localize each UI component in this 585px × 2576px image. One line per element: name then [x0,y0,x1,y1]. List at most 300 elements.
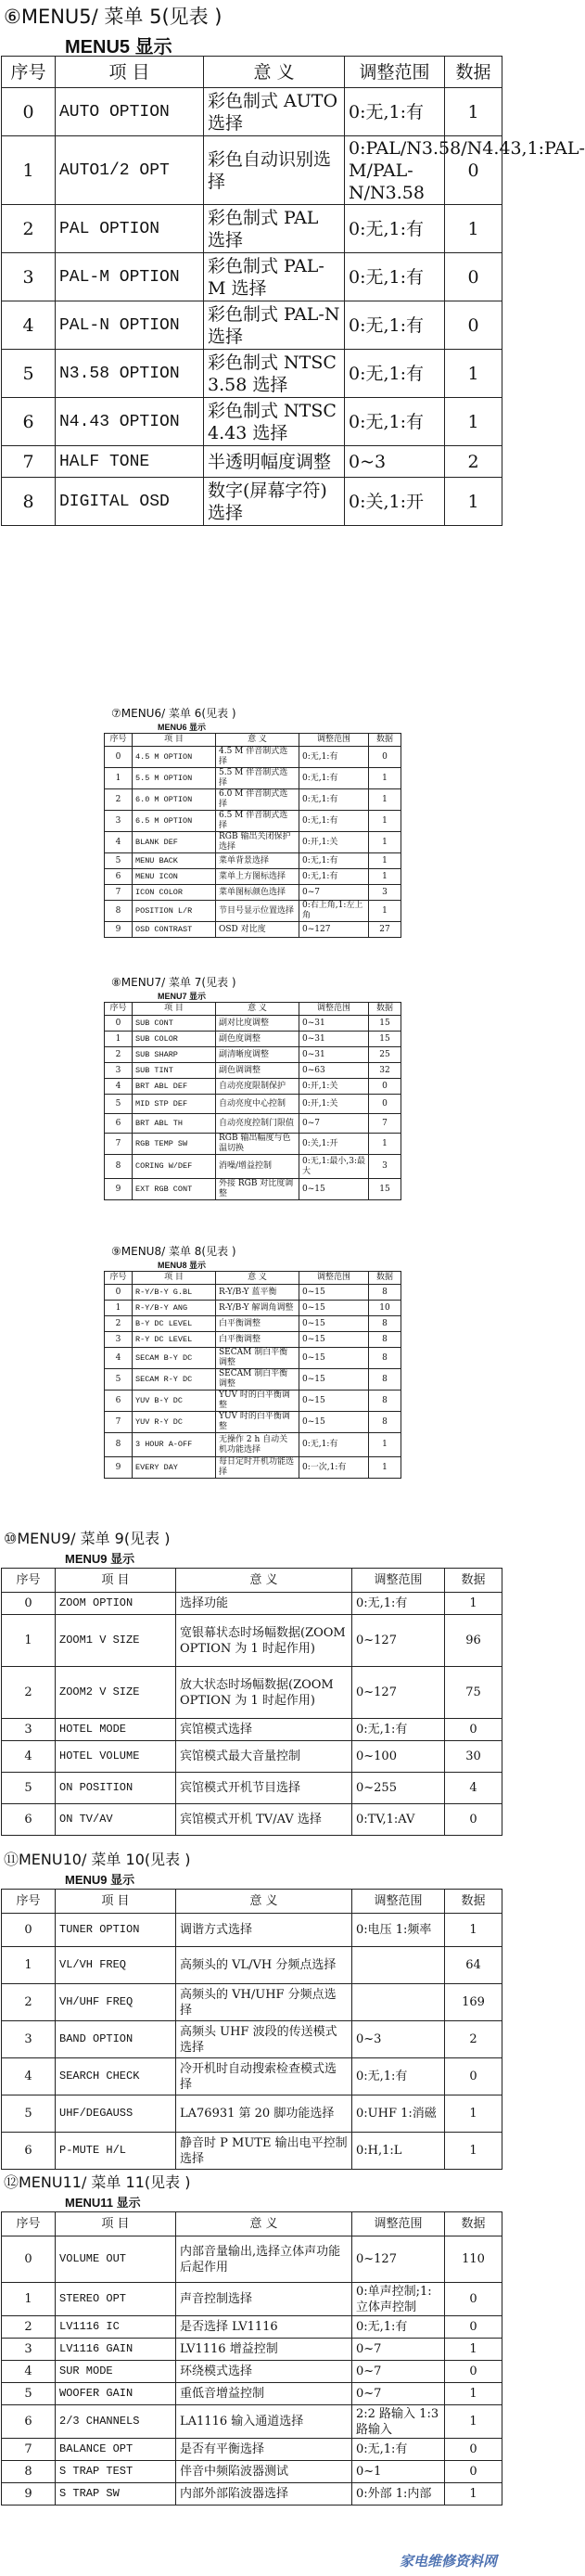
table-row [105,832,401,853]
table-row [2,301,502,350]
cell-range [352,1947,445,1984]
cell-value: 7 [369,1114,401,1134]
cell-item: AUTO OPTION [56,88,204,136]
col-header: 数据 [445,1569,502,1593]
table-row [2,205,502,253]
cell-value: 8 [369,1391,401,1412]
cell-index: 6 [2,398,56,446]
col-header: 意 义 [176,2212,352,2236]
cell-item: LV1116 GAIN [56,2339,176,2361]
cell-meaning: 环绕模式选择 [176,2361,352,2383]
cell-index: 9 [105,1457,133,1479]
cell-index: 1 [2,1947,56,1984]
cell-item: R-Y DC LEVEL [133,1332,216,1348]
col-header: 数据 [445,1890,502,1914]
cell-item: SUB TINT [133,1063,216,1079]
table-row [2,253,502,301]
table-header-row [105,1003,401,1016]
cell-value: 0 [445,2058,502,2095]
cell-item: POSITION L/R [133,901,216,922]
cell-item: SECAM B-Y DC [133,1348,216,1369]
cell-value: 4 [445,1773,502,1804]
section10-subtitle: MENU9 显示 [65,1873,135,1887]
cell-meaning: YUV 时的白平衡调整 [216,1412,299,1433]
cell-value: 1 [369,1134,401,1155]
cell-index: 3 [2,2021,56,2058]
menu10-table [1,1889,502,2170]
cell-index: 4 [2,2058,56,2095]
cell-range: 0:无,1:有 [345,398,445,446]
cell-item: MENU ICON [133,869,216,885]
cell-range: 0:无,1:有 [352,1593,445,1615]
cell-meaning: 菜单背景选择 [216,853,299,869]
col-header: 调整范围 [299,1003,369,1016]
cell-range: 0:电压 1:频率 [352,1914,445,1947]
cell-range: 0:无,1:最小,3:最大 [299,1155,369,1179]
cell-range: 0:开,1:关 [299,1079,369,1095]
table-row [105,1179,401,1200]
cell-range: 0:UHF 1:消磁 [352,2095,445,2133]
cell-item: SUR MODE [56,2361,176,2383]
cell-meaning: 高频头的 VL/VH 分频点选择 [176,1947,352,1984]
table-header-row [105,734,401,747]
cell-item: 4.5 M OPTION [133,747,216,768]
cell-range: 0:无,1:有 [345,350,445,398]
cell-meaning: 彩色制式 PAL-M 选择 [204,253,345,301]
cell-index: 3 [2,253,56,301]
cell-range: 0:PAL/N3.58/N4.43,1:PAL-M/PAL-N/N3.58 [345,136,445,205]
table-row [105,922,401,938]
table-row [2,2236,502,2283]
section6-heading: ⑦MENU6/ 菜单 6(见表 ) [111,707,236,720]
cell-value: 1 [445,350,502,398]
cell-item: ICON COLOR [133,885,216,901]
cell-value: 169 [445,1984,502,2021]
cell-index: 8 [105,901,133,922]
cell-index: 2 [2,1984,56,2021]
cell-range: 0~127 [352,2236,445,2283]
cell-item: HOTEL VOLUME [56,1741,176,1773]
cell-value: 0 [369,747,401,768]
col-header: 项 目 [56,2212,176,2236]
cell-index: 5 [2,1773,56,1804]
cell-value: 1 [369,789,401,811]
cell-meaning: 每日定时开机功能选择 [216,1457,299,1479]
cell-range: 0~15 [299,1179,369,1200]
table-row [2,350,502,398]
cell-value: 30 [445,1741,502,1773]
cell-value: 0 [445,1719,502,1741]
col-header: 意 义 [216,734,299,747]
cell-value: 8 [369,1369,401,1391]
cell-index: 7 [2,446,56,478]
cell-meaning: 宽银幕状态时场幅数据(ZOOM OPTION 为 1 时起作用) [176,1615,352,1667]
cell-meaning: 白平衡调整 [216,1332,299,1348]
cell-value: 27 [369,922,401,938]
cell-meaning: 高频头 UHF 波段的传送模式选择 [176,2021,352,2058]
table-row [2,1593,502,1615]
section11-heading: ⑫MENU11/ 菜单 11(见表 ) [4,2173,191,2191]
cell-meaning: 调谐方式选择 [176,1914,352,1947]
cell-meaning: 副清晰度调整 [216,1047,299,1063]
cell-index: 5 [2,2383,56,2405]
cell-meaning: 是否有平衡选择 [176,2439,352,2461]
col-header: 意 义 [204,57,345,88]
cell-item: WOOFER GAIN [56,2383,176,2405]
cell-index: 5 [105,1095,133,1114]
cell-index: 4 [2,1741,56,1773]
cell-index: 6 [2,2405,56,2439]
table-header-row [2,1890,502,1914]
cell-value: 32 [369,1063,401,1079]
col-header: 项 目 [133,734,216,747]
cell-index: 7 [105,885,133,901]
cell-value: 1 [445,205,502,253]
cell-value: 0 [445,2283,502,2316]
col-header: 序号 [2,1890,56,1914]
cell-item: RGB TEMP SW [133,1134,216,1155]
cell-item: HALF TONE [56,446,204,478]
table-row [105,811,401,832]
cell-meaning: 彩色制式 AUTO 选择 [204,88,345,136]
cell-meaning: 外接 RGB 对比度调整 [216,1179,299,1200]
cell-value: 0 [445,2439,502,2461]
col-header: 序号 [105,734,133,747]
table-row [105,1348,401,1369]
cell-range: 0~7 [299,885,369,901]
table-row [2,398,502,446]
table-row [105,1285,401,1301]
table-row [2,2461,502,2483]
table-row [105,1095,401,1114]
table-row [2,1741,502,1773]
col-header: 序号 [105,1272,133,1285]
cell-index: 5 [2,350,56,398]
col-header: 调整范围 [352,2212,445,2236]
col-header: 项 目 [56,57,204,88]
cell-range: 0:无,1:有 [299,1433,369,1457]
table-row [2,1615,502,1667]
cell-value: 1 [445,2339,502,2361]
cell-range: 0:一次,1:有 [299,1457,369,1479]
cell-index: 3 [105,1332,133,1348]
table-row [105,901,401,922]
cell-range: 0:TV,1:AV [352,1804,445,1836]
table-row [105,1114,401,1134]
cell-item: 6.0 M OPTION [133,789,216,811]
cell-value: 0 [445,253,502,301]
cell-meaning: 5.5 M 伴音制式选择 [216,768,299,789]
cell-range: 2:2 路输入 1:3 路输入 [352,2405,445,2439]
section8-heading: ⑨MENU8/ 菜单 8(见表 ) [111,1245,236,1258]
table-row [105,1369,401,1391]
cell-range: 0:外部 1:内部 [352,2483,445,2506]
cell-range: 0:无,1:有 [299,768,369,789]
cell-item: ON POSITION [56,1773,176,1804]
cell-range: 0~127 [352,1615,445,1667]
cell-item: VL/VH FREQ [56,1947,176,1984]
table-row [105,1301,401,1316]
section9-subtitle: MENU9 显示 [65,1552,135,1566]
cell-item: SEARCH CHECK [56,2058,176,2095]
cell-index: 2 [105,789,133,811]
cell-item: BRT ABL TH [133,1114,216,1134]
section7-heading: ⑧MENU7/ 菜单 7(见表 ) [111,976,236,989]
cell-index: 2 [2,205,56,253]
col-header: 项 目 [56,1890,176,1914]
cell-index: 4 [105,1079,133,1095]
cell-range: 0~63 [299,1063,369,1079]
cell-meaning: 宾馆模式选择 [176,1719,352,1741]
cell-value: 3 [369,885,401,901]
cell-index: 5 [105,1369,133,1391]
cell-index: 5 [2,2095,56,2133]
cell-item: N3.58 OPTION [56,350,204,398]
cell-value: 15 [369,1016,401,1032]
cell-index: 2 [105,1316,133,1332]
cell-range: 0~7 [299,1114,369,1134]
cell-index: 3 [2,2339,56,2361]
section8-subtitle: MENU8 显示 [158,1261,207,1270]
cell-value: 96 [445,1615,502,1667]
table-row [105,1155,401,1179]
table-row [105,1134,401,1155]
cell-range: 0:右上角,1:左上角 [299,901,369,922]
table-row [2,1719,502,1741]
cell-meaning: YUV 时的白平衡调整 [216,1391,299,1412]
col-header: 序号 [2,57,56,88]
cell-index: 1 [2,136,56,205]
cell-range: 0:无,1:有 [352,1719,445,1741]
cell-item: ON TV/AV [56,1804,176,1836]
cell-meaning: SECAM 制白平衡调整 [216,1369,299,1391]
col-header: 序号 [2,2212,56,2236]
section7-subtitle: MENU7 显示 [158,992,207,1001]
cell-item: UHF/DEGAUSS [56,2095,176,2133]
col-header: 数据 [369,1272,401,1285]
col-header: 序号 [105,1003,133,1016]
cell-value: 1 [369,853,401,869]
cell-meaning: 宾馆模式开机节目选择 [176,1773,352,1804]
section5-subtitle: MENU5 显示 [65,37,172,58]
table-row [2,1947,502,1984]
cell-item: VOLUME OUT [56,2236,176,2283]
cell-meaning: 重低音增益控制 [176,2383,352,2405]
table-row [105,789,401,811]
cell-item: CORING W/DEF [133,1155,216,1179]
cell-meaning: 内部音量输出,选择立体声功能后起作用 [176,2236,352,2283]
table-row [2,2058,502,2095]
cell-meaning: 声音控制选择 [176,2283,352,2316]
cell-item: B-Y DC LEVEL [133,1316,216,1332]
cell-item: 5.5 M OPTION [133,768,216,789]
cell-value: 2 [445,2021,502,2058]
cell-item: OSD CONTRAST [133,922,216,938]
cell-meaning: 彩色制式 NTSC 4.43 选择 [204,398,345,446]
cell-index: 1 [2,2283,56,2316]
cell-range: 0~127 [299,922,369,938]
table-row [2,1914,502,1947]
cell-index: 0 [105,1016,133,1032]
table-row [105,1316,401,1332]
cell-value: 0 [369,1079,401,1095]
cell-range: 0~15 [299,1301,369,1316]
cell-item: 2/3 CHANNELS [56,2405,176,2439]
cell-meaning: 伴音中频陷波器测试 [176,2461,352,2483]
cell-value: 8 [369,1332,401,1348]
cell-value: 8 [369,1316,401,1332]
col-header: 意 义 [176,1569,352,1593]
table-row [105,1457,401,1479]
cell-range: 0~31 [299,1032,369,1047]
section5-heading: ⑥MENU5/ 菜单 5(见表 ) [4,6,223,28]
col-header: 项 目 [133,1272,216,1285]
cell-value: 8 [369,1412,401,1433]
cell-value: 1 [369,1457,401,1479]
cell-range: 0~100 [352,1741,445,1773]
cell-item: EVERY DAY [133,1457,216,1479]
cell-item: PAL-M OPTION [56,253,204,301]
cell-value: 0 [445,2461,502,2483]
cell-index: 0 [105,747,133,768]
table-row [2,2483,502,2506]
menu7-table [104,1002,401,1200]
cell-range: 0:无,1:有 [299,789,369,811]
cell-meaning: 6.0 M 伴音制式选择 [216,789,299,811]
cell-item: STEREO OPT [56,2283,176,2316]
cell-range: 0:无,1:有 [299,869,369,885]
cell-index: 6 [2,2133,56,2170]
table-row [2,2021,502,2058]
table-row [105,1332,401,1348]
cell-item: SECAM R-Y DC [133,1369,216,1391]
cell-index: 9 [105,922,133,938]
cell-meaning: 宾馆模式最大音量控制 [176,1741,352,1773]
cell-value: 1 [445,2483,502,2506]
cell-index: 7 [2,2439,56,2461]
cell-value: 1 [445,2133,502,2170]
section9-heading: ⑩MENU9/ 菜单 9(见表 ) [4,1530,171,1547]
cell-value: 0 [445,1804,502,1836]
cell-meaning: 自动亮度控制门限值 [216,1114,299,1134]
cell-meaning: 放大状态时场幅数据(ZOOM OPTION 为 1 时起作用) [176,1667,352,1719]
cell-range: 0~15 [299,1316,369,1332]
cell-range [352,1984,445,2021]
cell-item: LV1116 IC [56,2316,176,2339]
cell-value: 1 [445,1593,502,1615]
cell-index: 9 [105,1179,133,1200]
cell-item: YUV B-Y DC [133,1391,216,1412]
cell-index: 1 [2,1615,56,1667]
cell-value: 15 [369,1179,401,1200]
col-header: 数据 [445,57,502,88]
cell-range: 0:关,1:开 [345,478,445,526]
cell-item: MENU BACK [133,853,216,869]
table-row [2,1667,502,1719]
menu8-table [104,1271,401,1479]
cell-value: 1 [369,901,401,922]
cell-value: 1 [369,869,401,885]
cell-range: 0~7 [352,2383,445,2405]
cell-item: ZOOM OPTION [56,1593,176,1615]
cell-item: MID STP DEF [133,1095,216,1114]
cell-meaning: 内部外部陷波器选择 [176,2483,352,2506]
cell-index: 3 [105,1063,133,1079]
cell-item: S TRAP TEST [56,2461,176,2483]
table-row [2,2439,502,2461]
table-row [2,2316,502,2339]
table-row [2,1984,502,2021]
table-row [105,885,401,901]
cell-range: 0:无,1:有 [345,301,445,350]
cell-meaning: SECAM 制白平衡调整 [216,1348,299,1369]
cell-index: 9 [2,2483,56,2506]
table-row [2,1773,502,1804]
table-row [105,853,401,869]
cell-meaning: 自动亮度限制保护 [216,1079,299,1095]
cell-range: 0:无,1:有 [352,2316,445,2339]
cell-item: DIGITAL OSD [56,478,204,526]
cell-value: 1 [369,1433,401,1457]
cell-meaning: 菜单上方图标选择 [216,869,299,885]
cell-range: 0~7 [352,2339,445,2361]
cell-index: 2 [2,1667,56,1719]
col-header: 项 目 [56,1569,176,1593]
cell-item: SUB CONT [133,1016,216,1032]
table-header-row [2,57,502,88]
cell-range: 0~3 [352,2021,445,2058]
cell-index: 0 [2,2236,56,2283]
cell-meaning: 副色度调整 [216,1032,299,1047]
section11-subtitle: MENU11 显示 [65,2196,141,2210]
cell-value: 8 [369,1348,401,1369]
cell-meaning: 彩色制式 PAL 选择 [204,205,345,253]
table-header-row [2,2212,502,2236]
cell-value: 10 [369,1301,401,1316]
table-row [105,869,401,885]
table-row [2,88,502,136]
col-header: 调整范围 [352,1890,445,1914]
col-header: 意 义 [216,1272,299,1285]
cell-meaning: OSD 对比度 [216,922,299,938]
table-row [2,2339,502,2361]
table-row [2,2095,502,2133]
cell-item: ZOOM2 V SIZE [56,1667,176,1719]
cell-range: 0:H,1:L [352,2133,445,2170]
cell-index: 4 [105,1348,133,1369]
cell-range: 0~15 [299,1369,369,1391]
cell-item: BALANCE OPT [56,2439,176,2461]
section6-subtitle: MENU6 显示 [158,723,207,732]
table-header-row [105,1272,401,1285]
cell-value: 0 [445,2361,502,2383]
menu5-table [1,56,585,526]
cell-range: 0~127 [352,1667,445,1719]
cell-index: 0 [105,1285,133,1301]
cell-meaning: 消噪/增益控制 [216,1155,299,1179]
cell-item: PAL-N OPTION [56,301,204,350]
cell-range: 0~15 [299,1348,369,1369]
cell-value: 0 [445,301,502,350]
cell-value: 1 [445,478,502,526]
col-header: 数据 [369,1003,401,1016]
cell-index: 7 [105,1412,133,1433]
cell-range: 0:无,1:有 [352,2439,445,2461]
cell-index: 1 [105,1032,133,1047]
menu11-table [1,2211,502,2506]
cell-item: P-MUTE H/L [56,2133,176,2170]
col-header: 意 义 [176,1890,352,1914]
